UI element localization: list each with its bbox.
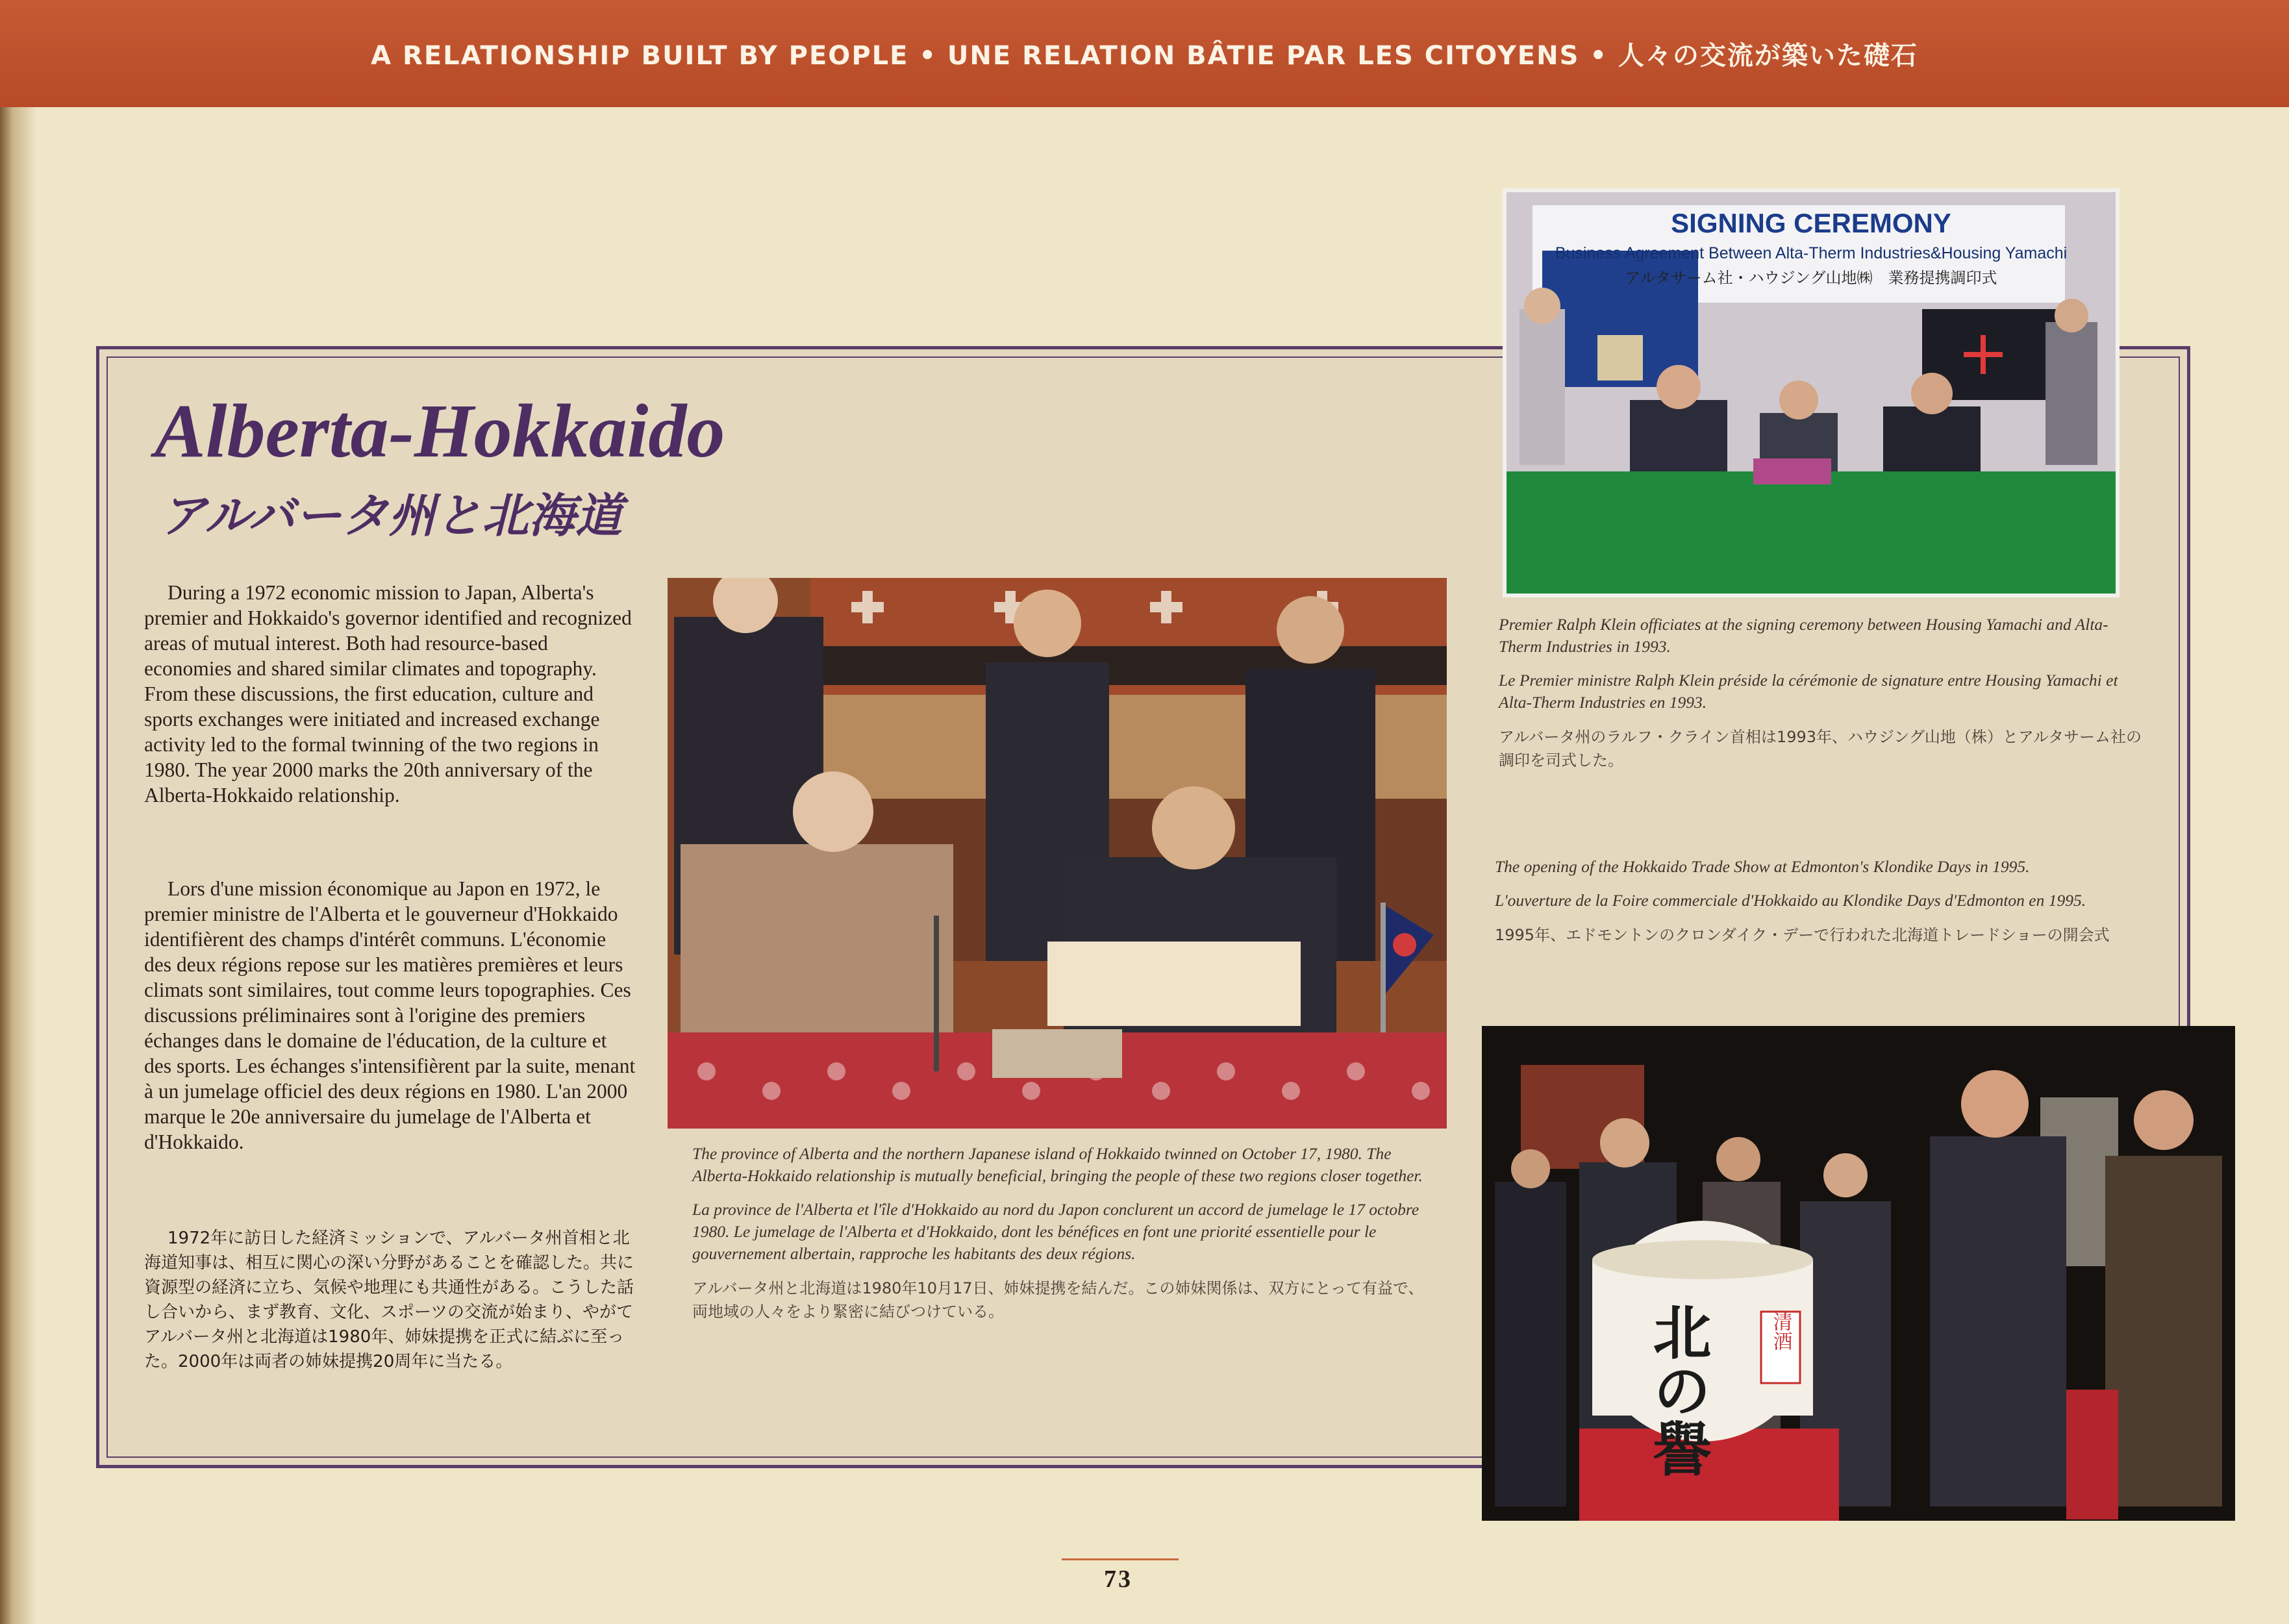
photo-trade-show-1995-image bbox=[1482, 1026, 2235, 1521]
page-number: 73 bbox=[1104, 1566, 1132, 1593]
caption-trade-show-1995-en: The opening of the Hokkaido Trade Show at Edmonton's Klondike Days in 1995. bbox=[1495, 857, 2030, 876]
article-title-jp: アルバータ州と北海道 bbox=[160, 488, 623, 543]
caption-trade-show-1995 bbox=[1495, 856, 2144, 958]
body-japanese bbox=[144, 1226, 638, 1374]
body-french bbox=[144, 876, 638, 1155]
caption-ceremony-1993-jp: アルバータ州のラルフ・クライン首相は1993年、ハウジング山地（株）とアルタサーム社の調印を司式した。 bbox=[1499, 728, 2142, 769]
header-band bbox=[0, 0, 2289, 107]
photo-signing-1980-image bbox=[668, 578, 1447, 1129]
body-english bbox=[144, 580, 638, 808]
header-band-text: A RELATIONSHIP BUILT BY PEOPLE • UNE RELATION BÂTIE PAR LES CITOYENS • 人々の交流が築いた礎石 bbox=[371, 41, 1918, 71]
body-french-text: Lors d'une mission économique au Japon en 1972, le premier ministre de l'Alberta et le gouverneur d'Hokkaido identifièrent des champs d'intérêt communs. L'économie des deux régions repose sur les matières premières et leurs climats sont similaires, tout comme leurs topographies. Ces discussions préliminaires sont à l'origine des premiers échanges dans le domaine de l'éducation, de la culture et des sports. Les échanges s'intensifièrent par la suite, menant à un jumelage officiel des deux régions en 1980. L'an 2000 marque le 20e anniversaire du jumelage de l'Alberta et d'Hokkaido. bbox=[144, 877, 636, 1153]
article-title: Alberta-Hokkaido bbox=[155, 388, 725, 473]
caption-signing-1980-en: The province of Alberta and the northern Japanese island of Hokkaido twinned on October 17, 1980. The Alberta-Hokkaido relationship is mutually beneficial, bringing the people of these two regions closer together. bbox=[692, 1144, 1423, 1185]
caption-signing-1980 bbox=[692, 1143, 1426, 1335]
photo-ceremony-1993 bbox=[1503, 188, 2120, 597]
photo-ceremony-1993-image bbox=[1507, 192, 2116, 593]
photo-trade-show-1995 bbox=[1482, 1026, 2235, 1521]
banner-jp: アルタサーム社・ハウジング山地㈱ 業務提携調印式 bbox=[1625, 269, 1997, 287]
banner-title: SIGNING CEREMONY bbox=[1671, 208, 1951, 238]
caption-trade-show-1995-fr: L'ouverture de la Foire commerciale d'Hokkaido au Klondike Days d'Edmonton en 1995. bbox=[1495, 891, 2086, 910]
barrel-label: 北の譽 bbox=[1642, 1302, 1711, 1477]
body-japanese-text: 1972年に訪日した経済ミッションで、アルバータ州首相と北海道知事は、相互に関心の深い分野があることを確認した。共に資源型の経済に立ち、気候や地理にも共通性がある。こうした話し合いから、まず教育、文化、スポーツの交流が始まり、やがてアルバータ州と北海道は1980年、姉妹提携を正式に結ぶに至った。2000年は両者の姉妹提携20周年に当たる。 bbox=[144, 1229, 634, 1371]
caption-ceremony-1993 bbox=[1499, 614, 2148, 784]
banner-subtitle: Business Agreement Between Alta-Therm Industries&Housing Yamachi bbox=[1555, 244, 2068, 262]
caption-ceremony-1993-en: Premier Ralph Klein officiates at the signing ceremony between Housing Yamachi and Alta-Therm Industries in 1993. bbox=[1499, 615, 2108, 656]
caption-trade-show-1995-jp: 1995年、エドモントンのクロンダイク・デーで行われた北海道トレードショーの開会式 bbox=[1495, 926, 2110, 944]
caption-signing-1980-fr: La province de l'Alberta et l'île d'Hokkaido au nord du Japon conclurent un accord de jumelage le 17 octobre 1980. Le jumelage de l'Alberta et d'Hokkaido, dont les bénéfices en font une priorité essentielle pour le gouvernement albertain, rapproche les habitants des deux régions. bbox=[692, 1200, 1420, 1263]
caption-signing-1980-jp: アルバータ州と北海道は1980年10月17日、姉妹提携を結んだ。この姉妹関係は、双方にとって有益で、両地域の人々をより緊密に結びつけている。 bbox=[692, 1279, 1424, 1321]
page-gutter bbox=[0, 0, 36, 1624]
body-english-text: During a 1972 economic mission to Japan, Alberta's premier and Hokkaido's governor identified and recognized areas of mutual interest. Both had resource-based economies and shared similar climates and topography. From these discussions, the first education, culture and sports exchanges were initiated and increased exchange activity led to the formal twinning of the two regions in 1980. The year 2000 marks the 20th anniversary of the Alberta-Hokkaido relationship. bbox=[144, 581, 632, 806]
caption-ceremony-1993-fr: Le Premier ministre Ralph Klein préside la cérémonie de signature entre Housing Yamachi et Alta-Therm Industries en 1993. bbox=[1499, 671, 2118, 712]
barrel-tag: 清酒 bbox=[1769, 1312, 1792, 1351]
page-number-rule bbox=[1062, 1558, 1179, 1560]
photo-signing-1980 bbox=[668, 578, 1447, 1129]
